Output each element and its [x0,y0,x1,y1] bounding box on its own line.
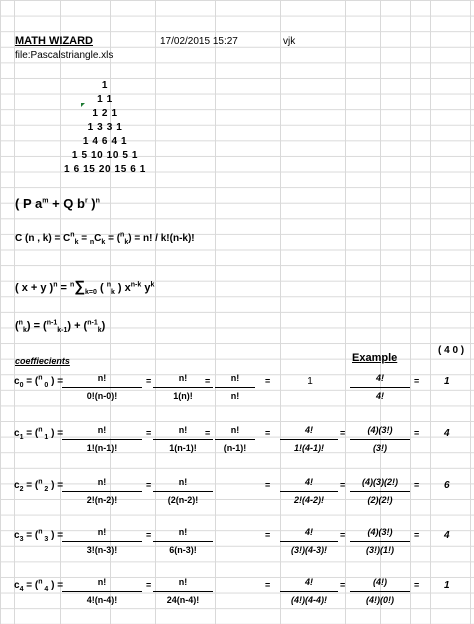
equals-sign: = [340,580,346,590]
example-top-binomial: ( 4 0 ) [438,345,465,356]
equals-sign: = [414,376,420,386]
example-fraction-b-numerator: 4! [375,373,384,383]
equals-sign: = [340,428,346,438]
equals-sign: = [265,530,271,540]
example-fraction-b-denominator: 4! [375,391,384,401]
equals-sign: = [146,428,152,438]
fraction-1-bar [62,439,142,440]
fraction-1-numerator: n! [97,577,107,587]
fraction-2-bar [153,591,213,592]
equals-sign: = [146,580,152,590]
example-fraction-a-bar [280,439,338,440]
coefficient-label: $c_0 = (^n$ $_0$ ) = [14,374,64,389]
fraction-1-denominator: 2!(n-2)! [86,495,118,505]
coefficient-label: $c_1 = (^n$ $_1$ ) = [14,426,64,441]
equals-sign: = [340,480,346,490]
example-fraction-b-denominator: (2)(2!) [367,495,393,505]
answer-value: 6 [444,480,450,491]
fraction-1-bar [62,591,142,592]
fraction-3-denominator: (n-1)! [223,443,247,453]
example-fraction-b-denominator: (3!) [373,443,387,453]
fraction-1-numerator: n! [97,527,107,537]
fraction-1-bar [62,387,142,388]
fraction-2-bar [153,491,213,492]
example-fraction-a-numerator: 4! [304,477,313,487]
answer-value: 1 [444,376,450,387]
fraction-2-numerator: n! [178,527,188,537]
fraction-1-numerator: n! [97,373,107,383]
example-fraction-b-bar [350,387,410,388]
equals-sign: = [265,376,271,386]
answer-value: 4 [444,428,450,439]
example-fraction-b-numerator: (4)(3!) [367,425,393,435]
fraction-2-denominator: 1(n-1)! [169,443,197,453]
example-fraction-a-bar [280,541,338,542]
example-fraction-a-denominator: 1!(4-1)! [293,443,324,453]
pascal-recurrence-formula: ($^n_k$) = ($^{n-1}_{k-1}$) + ($^{n-1}_k$) [15,319,106,335]
example-fraction-b-bar [350,591,410,592]
fraction-2-denominator: 6(n-3)! [169,545,197,555]
answer-value: 4 [444,530,450,541]
fraction-2-denominator: 24(n-4)! [166,595,200,605]
datetime: 17/02/2015 15:27 [160,36,238,47]
author: vjk [283,36,296,47]
fraction-2-bar [153,439,213,440]
example-fraction-a-numerator: 4! [304,527,313,537]
binomial-expansion-formula: ( x + y )$^n = ^n\sum_{k=0}$ ( $^n_k$ ) $x^{n-k}$ $y^k$ [15,278,155,297]
example-fraction-b-denominator: (4!)(0!) [366,595,394,605]
example-fraction-a-denominator: (4!)(4-4)! [291,595,327,605]
page-title: MATH WIZARD [15,35,93,47]
triangle-row: 1 2 1 [92,108,118,119]
triangle-row: 1 4 6 4 1 [82,136,128,147]
fraction-2-numerator: n! [178,425,188,435]
coefficient-label: $c_2 = (^n$ $_2$ ) = [14,478,64,493]
example-fraction-b-bar [350,439,410,440]
triangle-row: 1 3 3 1 [87,122,123,133]
example-fraction-b-numerator: (4)(3!) [367,527,393,537]
example-label: Example [352,352,398,364]
fraction-1-denominator: 3!(n-3)! [86,545,118,555]
triangle-row: 1 5 10 10 5 1 [71,150,139,161]
example-fraction-a-denominator: (3!)(4-3)! [291,545,327,555]
example-fraction-a-bar [280,591,338,592]
equals-sign: = [146,376,152,386]
fraction-1-bar [62,491,142,492]
triangle-row: 1 1 [97,94,113,105]
fraction-1-numerator: n! [97,477,107,487]
coefficient-label: $c_4 = (^n$ $_4$ ) = [14,578,64,593]
equals-sign: = [265,580,271,590]
combination-formula: C (n , $k) = C^n_k = _nC_k = (^n_k) = n$! / k!(n-k)! [15,231,195,246]
fraction-1-denominator: 0!(n-0)! [86,391,118,401]
fraction-1-denominator: 1!(n-1)! [86,443,118,453]
equals-sign: = [205,428,211,438]
equals-sign: = [414,580,420,590]
equals-sign: = [146,480,152,490]
equals-sign: = [340,530,346,540]
equals-sign: = [414,428,420,438]
fraction-2-denominator: (2(n-2)! [167,495,199,505]
example-fraction-a-numerator: 4! [304,577,313,587]
equals-sign: = [146,530,152,540]
fraction-2-numerator: n! [178,577,188,587]
fraction-3-denominator: n! [230,391,240,401]
example-fraction-b-numerator: (4)(3)(2!) [362,477,398,487]
binomial-power-formula: ( P $a^m + Q$ $b^r$ )$^n$ [15,196,100,211]
example-fraction-b-denominator: (3!)(1!) [366,545,394,555]
fraction-2-denominator: 1(n)! [173,391,193,401]
fraction-2-bar [153,387,213,388]
fraction-3-numerator: n! [230,373,240,383]
example-value: 1 [307,376,313,387]
equals-sign: = [265,480,271,490]
triangle-row: 1 [101,80,109,91]
fraction-3-bar [215,387,255,388]
file-name: file:Pascalstriangle.xls [15,50,114,61]
fraction-3-bar [215,439,255,440]
example-fraction-b-bar [350,541,410,542]
equals-sign: = [205,376,211,386]
equals-sign: = [414,530,420,540]
example-fraction-a-bar [280,491,338,492]
coefficient-label: $c_3 = (^n$ $_3$ ) = [14,528,64,543]
fraction-2-bar [153,541,213,542]
fraction-3-numerator: n! [230,425,240,435]
equals-sign: = [265,428,271,438]
fraction-1-numerator: n! [97,425,107,435]
equals-sign: = [414,480,420,490]
example-fraction-a-denominator: 2!(4-2)! [293,495,324,505]
triangle-row: 1 6 15 20 15 6 1 [64,164,146,175]
example-fraction-b-numerator: (4!) [373,577,387,587]
fraction-1-denominator: 4!(n-4)! [86,595,118,605]
fraction-2-numerator: n! [178,373,188,383]
example-fraction-b-bar [350,491,410,492]
fraction-1-bar [62,541,142,542]
coefficients-label: coeffiecients [15,356,70,366]
example-fraction-a-numerator: 4! [304,425,313,435]
fraction-2-numerator: n! [178,477,188,487]
answer-value: 1 [444,580,450,591]
